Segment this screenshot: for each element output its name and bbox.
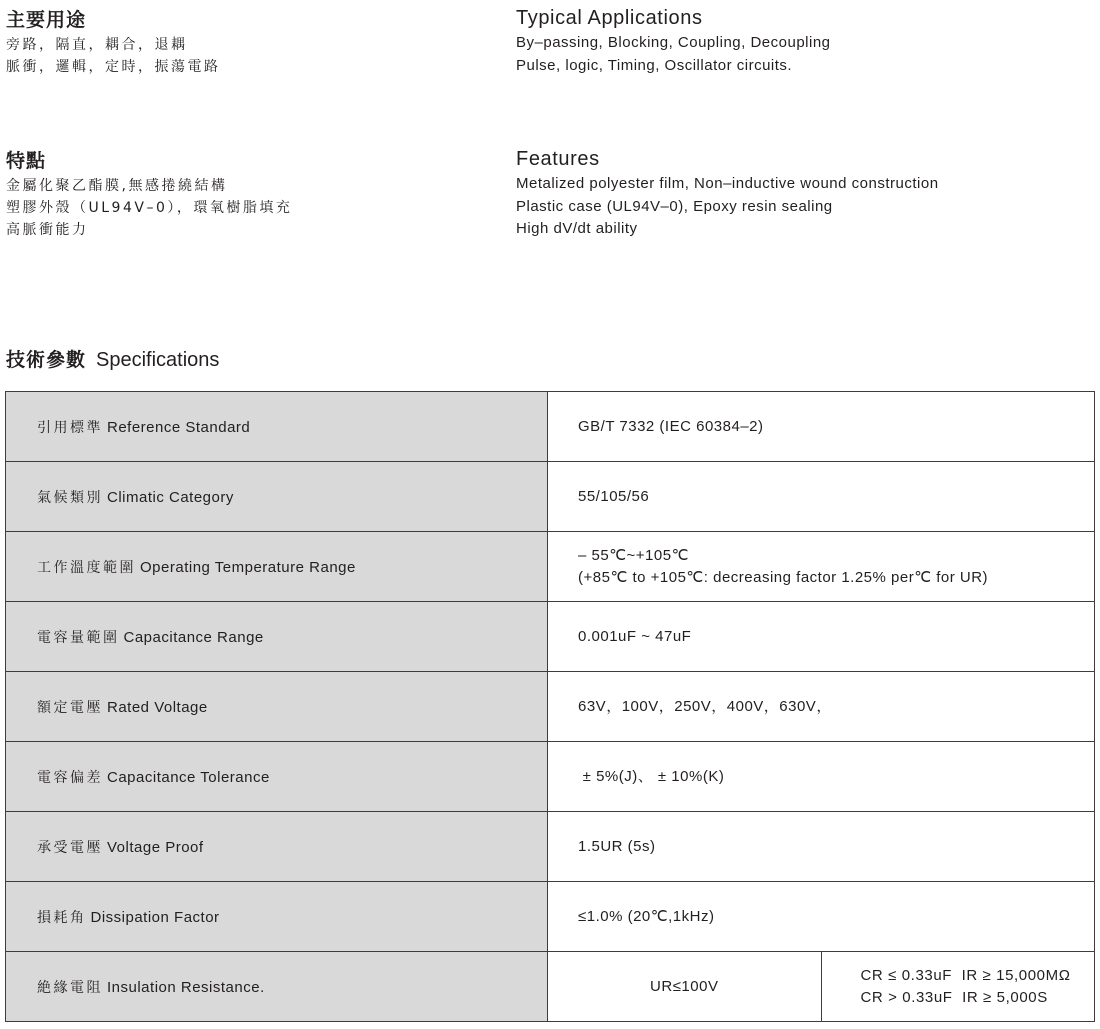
spec-value: 1.5UR (5s) <box>548 812 1095 882</box>
spec-value: 0.001uF ~ 47uF <box>548 602 1095 672</box>
spec-row-insulation-resistance <box>6 952 1095 1022</box>
spec-label <box>6 812 548 882</box>
spec-label-zh: 承受電壓 <box>37 839 103 856</box>
spec-label-en: Climatic Category <box>107 488 234 506</box>
spec-label <box>6 532 548 602</box>
features-zh-line: 金屬化聚乙酯膜,無感捲繞結構 <box>6 178 228 194</box>
features-zh <box>6 149 292 241</box>
typical-applications-en-title: Typical Applications <box>516 7 703 29</box>
typical-applications-en <box>516 6 831 77</box>
spec-row-rated-voltage <box>6 672 1095 742</box>
spec-row-dissipation-factor <box>6 882 1095 952</box>
spec-label-en: Capacitance Range <box>123 628 264 646</box>
specifications-heading-en: Specifications <box>96 349 220 371</box>
typical-applications-en-line: By–passing, Blocking, Coupling, Decoupling <box>516 34 831 51</box>
spec-row-operating-temperature <box>6 532 1095 602</box>
specifications-table <box>5 391 1095 1022</box>
features-en <box>516 147 939 241</box>
spec-value: ≤1.0% (20℃,1kHz) <box>548 882 1095 952</box>
features-en-title: Features <box>516 148 600 170</box>
spec-row-reference-standard <box>6 392 1095 462</box>
spec-label-en: Capacitance Tolerance <box>107 768 270 786</box>
typical-applications-zh-title: 主要用途 <box>6 9 87 31</box>
spec-label-zh: 電容量範圍 <box>37 629 120 646</box>
spec-label <box>6 672 548 742</box>
spec-row-capacitance-range <box>6 602 1095 672</box>
spec-sub-condition: UR≤100V <box>548 952 822 1022</box>
features-en-line: Metalized polyester film, Non–inductive wound construction <box>516 175 939 192</box>
spec-label-en: Insulation Resistance. <box>107 978 265 996</box>
features-zh-line: 塑膠外殼（UL94V–0），環氧樹脂填充 <box>6 200 293 216</box>
spec-value-line: CR ≤ 0.33uF IR ≥ 15,000MΩ <box>860 966 1071 984</box>
spec-label-en: Voltage Proof <box>107 838 204 856</box>
typical-applications-en-line: Pulse, logic, Timing, Oscillator circuits. <box>516 56 793 74</box>
specifications-heading <box>6 347 219 374</box>
spec-label <box>6 462 548 532</box>
spec-label <box>6 882 548 952</box>
spec-value-line: – 55℃~+105℃ <box>578 546 689 564</box>
spec-label-zh: 損耗角 <box>37 909 87 926</box>
features-en-line: Plastic case (UL94V–0), Epoxy resin sealing <box>516 197 833 215</box>
spec-label-zh: 絶緣電阻 <box>37 979 103 996</box>
spec-label-zh: 氣候類別 <box>37 489 103 506</box>
spec-label-en: Rated Voltage <box>107 698 208 716</box>
spec-value: GB/T 7332 (IEC 60384–2) <box>548 392 1095 462</box>
spec-row-climatic-category <box>6 462 1095 532</box>
spec-row-capacitance-tolerance <box>6 742 1095 812</box>
spec-label <box>6 742 548 812</box>
spec-value: ± 5%(J)、 ± 10%(K) <box>548 742 1095 812</box>
features-zh-title: 特點 <box>6 150 47 172</box>
features-en-line: High dV/dt ability <box>516 220 638 237</box>
spec-sub-values <box>821 952 1095 1022</box>
spec-label-en: Operating Temperature Range <box>140 558 356 576</box>
typical-applications-zh-line: 脈衝，邏輯，定時，振蕩電路 <box>6 59 221 75</box>
spec-row-voltage-proof <box>6 812 1095 882</box>
spec-label <box>6 602 548 672</box>
spec-value <box>548 532 1095 602</box>
features-zh-line: 高脈衝能力 <box>6 222 89 238</box>
spec-value-line: (+85℃ to +105℃: decreasing factor 1.25% per℃ for UR) <box>578 568 989 586</box>
spec-value-line: CR > 0.33uF IR ≥ 5,000S <box>860 988 1048 1006</box>
spec-label-zh: 額定電壓 <box>37 699 103 716</box>
spec-value: 55/105/56 <box>548 462 1095 532</box>
specifications-heading-zh: 技術參數 <box>6 349 87 371</box>
spec-label <box>6 952 548 1022</box>
spec-label-zh: 電容偏差 <box>37 769 103 786</box>
spec-label-zh: 工作溫度範圍 <box>37 559 136 576</box>
typical-applications-zh <box>6 8 221 78</box>
spec-value: 63V，100V，250V，400V，630V， <box>548 672 1095 742</box>
typical-applications-zh-line: 旁路，隔直，耦合，退耦 <box>6 37 188 53</box>
spec-label-en: Dissipation Factor <box>90 908 220 926</box>
spec-label <box>6 392 548 462</box>
spec-label-zh: 引用標準 <box>37 419 103 436</box>
spec-label-en: Reference Standard <box>107 418 251 436</box>
